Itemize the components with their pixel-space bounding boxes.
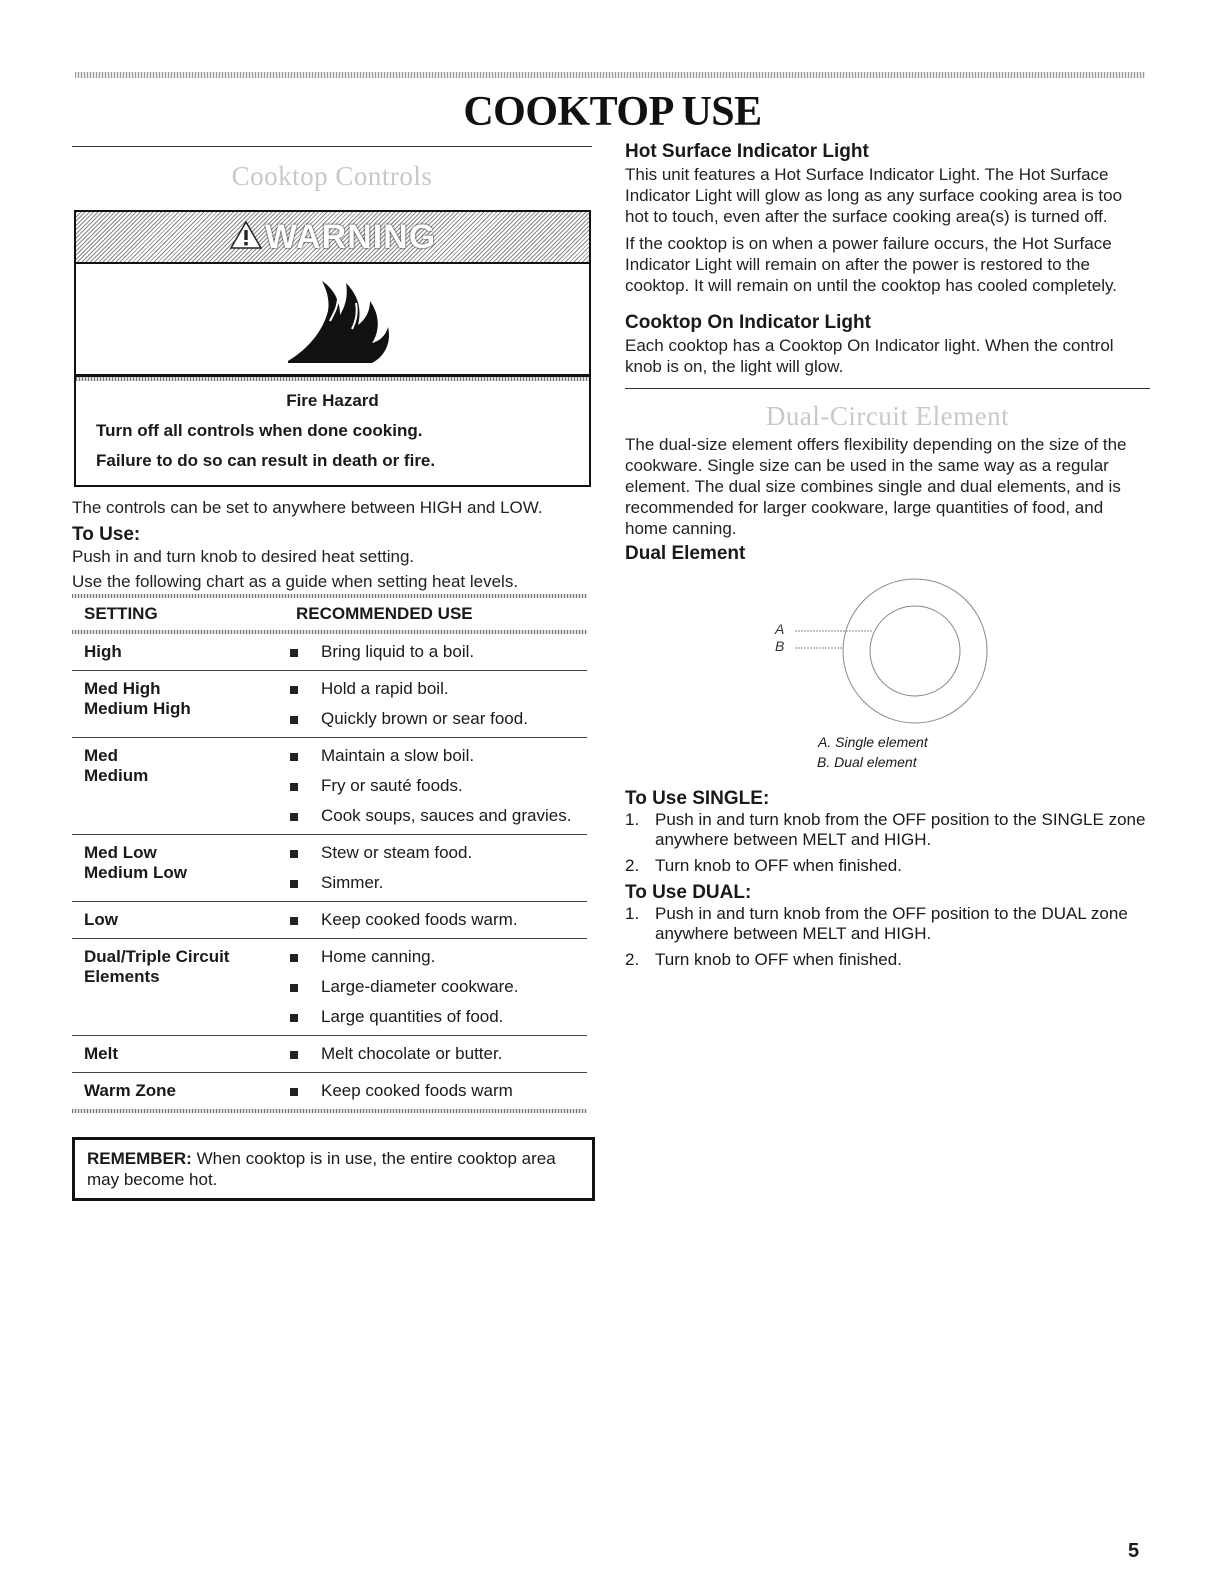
setting-cell <box>84 642 284 662</box>
remember-text: When cooktop is in use, the entire cooktop area may become hot. <box>87 1149 556 1189</box>
fire-hazard-area <box>76 264 589 377</box>
warning-header <box>76 212 589 264</box>
setting-label: High <box>84 642 122 661</box>
section-rule <box>625 388 1150 389</box>
square-bullet-icon <box>290 850 298 858</box>
table-bottom-rule <box>72 1109 587 1113</box>
setting-cell <box>84 1081 284 1101</box>
use-text: Large quantities of food. <box>321 1007 504 1026</box>
remember-label: REMEMBER: <box>87 1149 192 1168</box>
use-item <box>284 1007 587 1027</box>
page-number: 5 <box>1128 1540 1140 1562</box>
heat-settings-table <box>72 594 587 1113</box>
setting-cell <box>84 947 284 1027</box>
hazard-line: Turn off all controls when done cooking. <box>96 421 423 440</box>
use-item <box>284 977 587 997</box>
use-text: Keep cooked foods warm <box>321 1081 513 1100</box>
setting-label: Dual/Triple Circuit <box>84 947 230 966</box>
use-text: Stew or steam food. <box>321 843 473 862</box>
setting-label: Melt <box>84 1044 118 1063</box>
use-item <box>284 806 587 826</box>
cooktop-on-heading: Cooktop On Indicator Light <box>625 312 871 333</box>
uses-cell <box>284 1044 587 1064</box>
use-text: Home canning. <box>321 947 436 966</box>
list-item: 1. Push in and turn knob from the OFF position to the SINGLE zone anywhere between MELT and HIGH. <box>625 810 1146 849</box>
square-bullet-icon <box>290 649 298 657</box>
hot-surface-heading: Hot Surface Indicator Light <box>625 141 869 162</box>
use-item <box>284 1081 587 1101</box>
use-text: Keep cooked foods warm. <box>321 910 518 929</box>
dual-element-diagram <box>625 566 1150 786</box>
use-item <box>284 843 587 863</box>
setting-label: Warm Zone <box>84 1081 176 1100</box>
left-column <box>72 146 592 1201</box>
setting-cell <box>84 679 284 729</box>
use-item <box>284 910 587 930</box>
right-column <box>625 141 1150 976</box>
use-text: Large-diameter cookware. <box>321 977 519 996</box>
hot-surface-paragraph: This unit features a Hot Surface Indicator Light. The Hot Surface Indicator Light will glow as long as any surface cooking area is too hot to touch, even after the surface cooking area(s) is turned off. <box>625 165 1123 226</box>
table-body <box>72 634 587 1109</box>
diagram-label-b: B <box>775 638 785 654</box>
table-row <box>72 1072 587 1109</box>
to-use-single-heading: To Use SINGLE: <box>625 788 770 809</box>
cooktop-on-paragraph: Each cooktop has a Cooktop On Indicator light. When the control knob is on, the light will glow. <box>625 336 1114 376</box>
top-rule <box>75 72 1145 78</box>
use-text: Simmer. <box>321 873 384 892</box>
table-row <box>72 1035 587 1072</box>
diagram-captions <box>818 732 928 772</box>
list-item: 2. Turn knob to OFF when finished. <box>625 856 902 875</box>
table-row <box>72 938 587 1035</box>
list-item: 1. Push in and turn knob from the OFF position to the DUAL zone anywhere between MELT and HIGH. <box>625 904 1128 943</box>
square-bullet-icon <box>290 917 298 925</box>
to-use-heading: To Use: <box>72 524 141 545</box>
dual-element-heading: Dual Element <box>625 543 746 564</box>
to-use-text: Push in and turn knob to desired heat setting. <box>72 547 415 566</box>
table-row <box>72 737 587 834</box>
section-title-cooktop-controls: Cooktop Controls <box>231 161 433 191</box>
square-bullet-icon <box>290 1051 298 1059</box>
use-item <box>284 679 587 699</box>
remember-box <box>72 1137 595 1201</box>
use-text: Bring liquid to a boil. <box>321 642 475 661</box>
use-text: Cook soups, sauces and gravies. <box>321 806 572 825</box>
uses-cell <box>284 746 587 826</box>
use-item <box>284 776 587 796</box>
diagram-label-a: A <box>775 621 785 637</box>
use-text: Maintain a slow boil. <box>321 746 475 765</box>
column-header-recommended-use: RECOMMENDED USE <box>296 604 473 623</box>
use-item <box>284 746 587 766</box>
table-row <box>72 834 587 901</box>
setting-label: Medium Low <box>84 863 187 882</box>
uses-cell <box>284 679 587 729</box>
setting-cell <box>84 746 284 826</box>
section-rule <box>72 146 592 147</box>
warning-heading: WARNING <box>264 217 437 256</box>
to-use-dual-heading: To Use DUAL: <box>625 882 752 903</box>
uses-cell <box>284 947 587 1027</box>
controls-intro: The controls can be set to anywhere between HIGH and LOW. <box>72 498 543 517</box>
page-title: COOKTOP USE <box>463 89 762 135</box>
table-row <box>72 634 587 670</box>
square-bullet-icon <box>290 686 298 694</box>
dual-paragraph: The dual-size element offers flexibility depending on the size of the cookware. Single size can be used in the same way as a regular element. The dual size combines single and dual elements, and is recommended for larger cookware, large quantities of food, and home canning. <box>625 435 1127 538</box>
uses-cell <box>284 843 587 893</box>
setting-label: Low <box>84 910 118 929</box>
table-row <box>72 670 587 737</box>
warning-box <box>74 210 591 487</box>
warning-body <box>76 381 589 485</box>
section-title-dual-circuit: Dual-Circuit Element <box>765 401 1010 431</box>
square-bullet-icon <box>290 716 298 724</box>
square-bullet-icon <box>290 813 298 821</box>
use-item <box>284 873 587 893</box>
use-item <box>284 642 587 662</box>
table-header <box>72 598 587 630</box>
use-item <box>284 947 587 967</box>
square-bullet-icon <box>290 984 298 992</box>
hot-surface-paragraph: If the cooktop is on when a power failure occurs, the Hot Surface Indicator Light will remain on after the power is restored to the cooktop. It will remain on until the cooktop has cooled completely. <box>625 234 1118 295</box>
use-item <box>284 709 587 729</box>
dual-steps <box>625 904 1150 970</box>
square-bullet-icon <box>290 880 298 888</box>
setting-label: Elements <box>84 967 160 986</box>
setting-cell <box>84 843 284 893</box>
hazard-title: Fire Hazard <box>286 391 379 410</box>
square-bullet-icon <box>290 783 298 791</box>
caption-single-element: A. Single element <box>818 734 928 750</box>
use-text: Fry or sauté foods. <box>321 776 463 795</box>
column-header-setting: SETTING <box>84 604 158 623</box>
uses-cell <box>284 1081 587 1101</box>
square-bullet-icon <box>290 1088 298 1096</box>
single-steps <box>625 810 1150 876</box>
caption-dual-element: B. Dual element <box>817 754 917 770</box>
square-bullet-icon <box>290 1014 298 1022</box>
setting-cell <box>84 910 284 930</box>
setting-label: Med Low <box>84 843 157 862</box>
use-item <box>284 1044 587 1064</box>
uses-cell <box>284 642 587 662</box>
hazard-line: Failure to do so can result in death or fire. <box>96 451 436 470</box>
setting-label: Med High <box>84 679 161 698</box>
setting-cell <box>84 1044 284 1064</box>
table-row <box>72 901 587 938</box>
setting-label: Med <box>84 746 118 765</box>
setting-label: Medium High <box>84 699 191 718</box>
use-text: Hold a rapid boil. <box>321 679 449 698</box>
fire-icon <box>268 269 398 369</box>
square-bullet-icon <box>290 954 298 962</box>
single-element-inner-ring <box>870 606 960 696</box>
uses-cell <box>284 910 587 930</box>
dual-element-outer-ring <box>843 579 987 723</box>
setting-label: Medium <box>84 766 149 785</box>
chart-intro: Use the following chart as a guide when setting heat levels. <box>72 572 519 591</box>
warning-triangle-icon <box>229 220 263 255</box>
use-text: Quickly brown or sear food. <box>321 709 528 728</box>
use-text: Melt chocolate or butter. <box>321 1044 503 1063</box>
list-item: 2. Turn knob to OFF when finished. <box>625 950 902 969</box>
square-bullet-icon <box>290 753 298 761</box>
